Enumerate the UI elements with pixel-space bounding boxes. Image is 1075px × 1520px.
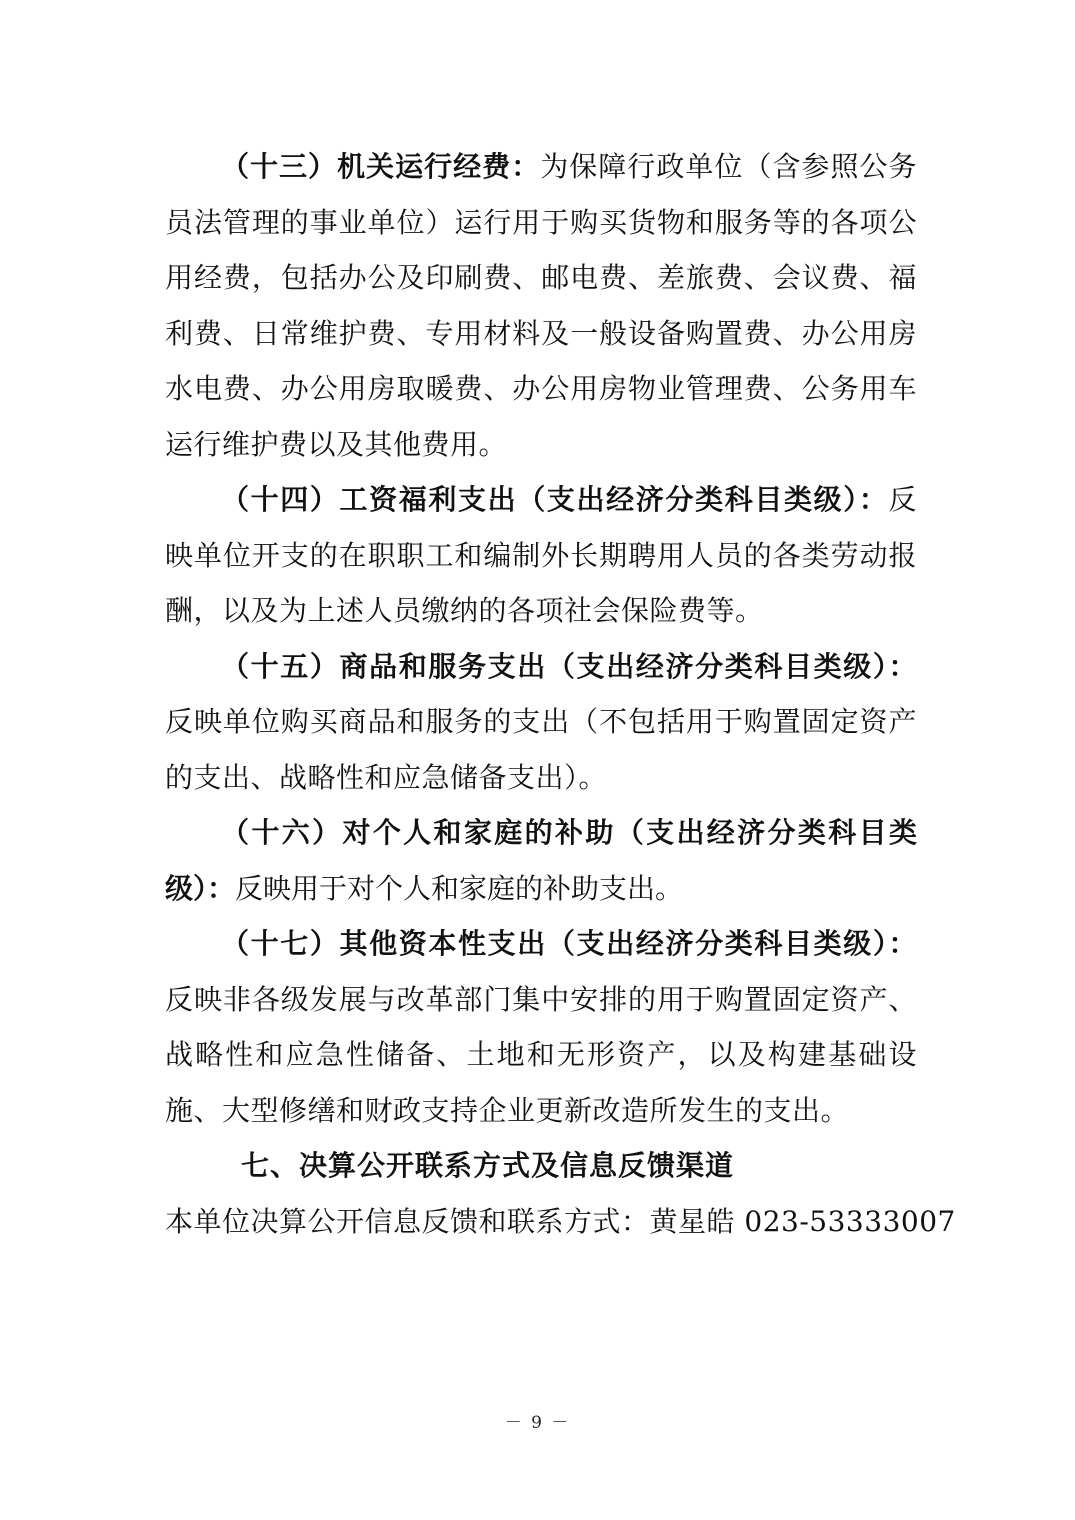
term-17: （十七）其他资本性支出（支出经济分类科目类级）： [221, 927, 917, 960]
definition-14: 反映单位开支的在职职工和编制外长期聘用人员的各类劳动报酬，以及为上述人员缴纳的各项社会保险费等。 [165, 483, 917, 627]
page-content [165, 139, 956, 1249]
definition-17: 反映非各级发展与改革部门集中安排的用于购置固定资产、战略性和应急性储备、土地和无形资产，以及构建基础设施、大型修缮和财政支持企业更新改造所发生的支出。 [165, 982, 917, 1127]
term-13: （十三）机关运行经费： [221, 150, 541, 183]
section-heading: 七、决算公开联系方式及信息反馈渠道 [241, 1149, 735, 1182]
paragraph-item-14 [165, 472, 917, 639]
definition-15: 反映单位购买商品和服务的支出（不包括用于购置固定资产的支出、战略性和应急储备支出）。 [165, 705, 917, 794]
contact-info: 本单位决算公开信息反馈和联系方式：黄星皓 023-53333007 [165, 1204, 956, 1238]
paragraph-item-13 [165, 139, 917, 472]
term-15: （十五）商品和服务支出（支出经济分类科目类级）： [221, 649, 917, 683]
paragraph-item-16 [165, 805, 917, 916]
definition-16: 反映用于对个人和家庭的补助支出。 [235, 871, 684, 905]
term-14: （十四）工资福利支出（支出经济分类科目类级）： [221, 483, 889, 516]
term-16: （十六）对个人和家庭的补助（支出经济分类科目类级）： [165, 816, 917, 905]
page-number: － 9 － [504, 1413, 571, 1433]
paragraph-item-17 [165, 916, 917, 1138]
definition-13: 为保障行政单位（含参照公务员法管理的事业单位）运行用于购买货物和服务等的各项公用经费，包括办公及印刷费、邮电费、差旅费、会议费、福利费、日常维护费、专用材料及一般设备购置费、办公用房水电费、办公用房取暖费、办公用房物业管理费、公务用车运行维护费以及其他费用。 [165, 150, 917, 461]
paragraph-item-15 [165, 639, 917, 806]
